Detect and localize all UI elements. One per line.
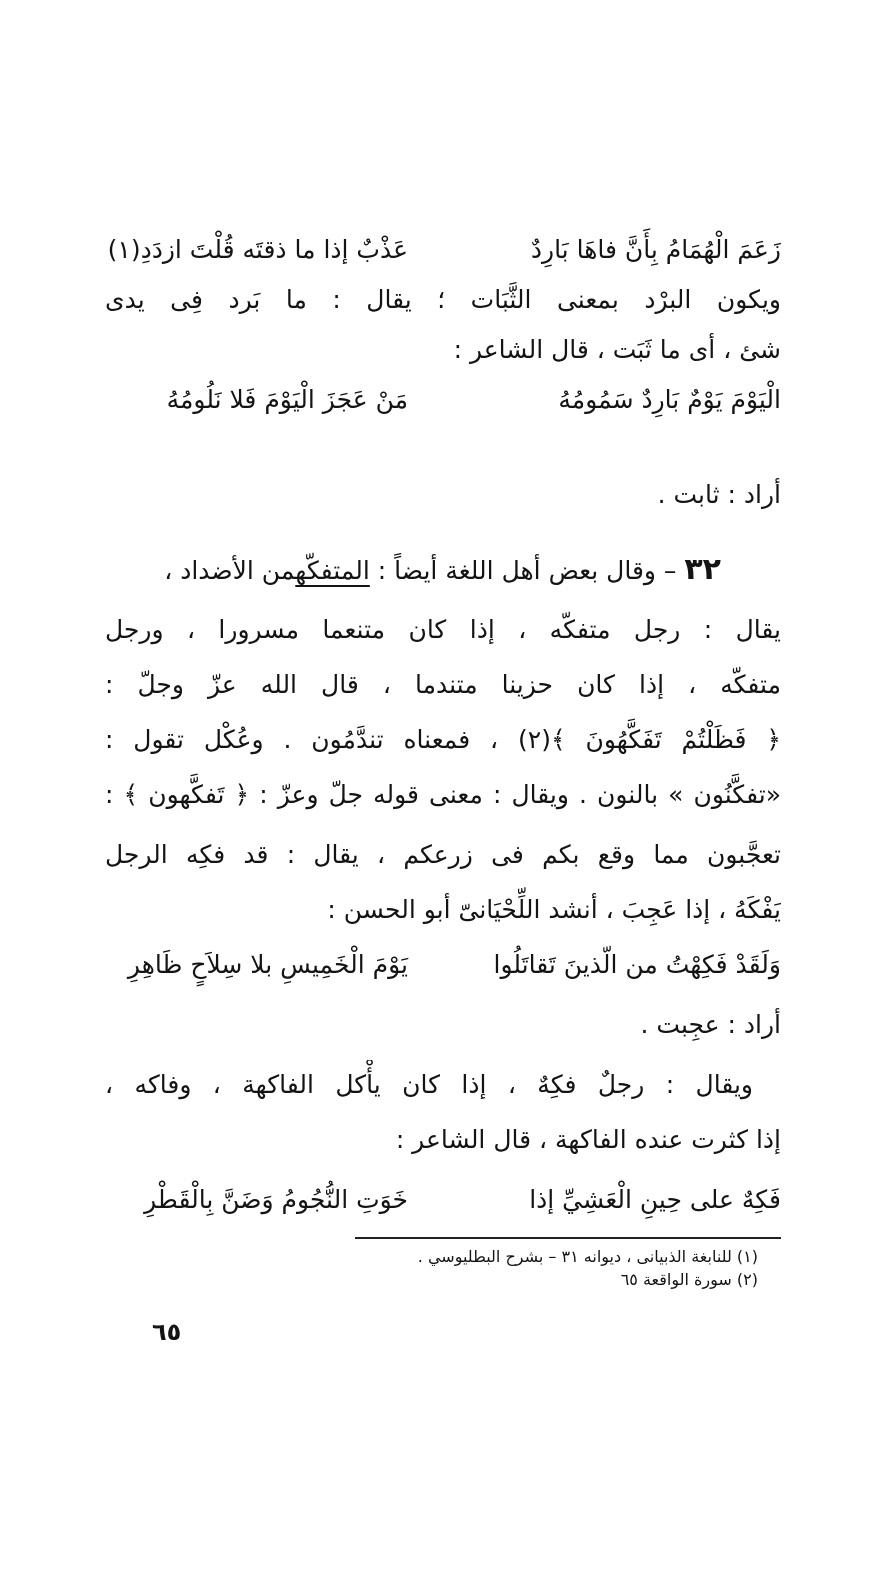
- verse-2-first-hemistich: الْيَوْمَ يَوْمٌ بَارِدٌ سَمُومُهُ: [558, 385, 781, 414]
- text-line: شئ ، أى ما ثَبَت ، قال الشاعر :: [453, 335, 781, 364]
- section-number: ٣٢: [684, 552, 721, 587]
- text-line: ﴿ فَظَلْتُمْ تَفَكَّهُونَ ﴾(٢) ، فمعناه تندَّمُون . وعُكْل تقول :: [105, 725, 781, 754]
- section-rest: من الأضداد ،: [164, 556, 296, 585]
- text-line: ويقال : رجلٌ فكِهٌ ، إذا كان يأْكل الفاكهة ، وفاكه ،: [105, 1070, 753, 1099]
- text-line: إذا كثرت عنده الفاكهة ، قال الشاعر :: [395, 1125, 781, 1154]
- footnote-divider: [355, 1237, 781, 1239]
- text-line: متفكّه ، إذا كان حزينا متندما ، قال الله عزّ وجلّ :: [105, 670, 781, 699]
- page-number: ٦٥: [152, 1318, 182, 1346]
- verse-2-second-hemistich: مَنْ عَجَزَ الْيَوْمَ فَلا نَلُومُهُ: [166, 385, 408, 414]
- verse-4-second-hemistich: خَوَتِ النُّجُومُ وَضَنَّ بِالْقَطْرِ: [144, 1185, 408, 1214]
- text-line: أراد : عجِبت .: [640, 1010, 781, 1039]
- text-line: ويكون البرْد بمعنى الثَّبَات ؛ يقال : ما بَرد فِى يدى: [105, 285, 781, 314]
- text-line: أراد : ثابت .: [657, 480, 781, 509]
- verse-3-second-hemistich: يَوْمَ الْخَمِيسِ بلا سِلاَحٍ ظَاهِرِ: [127, 950, 408, 979]
- text-line: يَفْكَهُ ، إذا عَجِبَ ، أنشد اللِّحْيَانىّ أبو الحسن :: [327, 895, 781, 924]
- text-line: تعجَّبون مما وقع بكم فى زرعكم ، يقال : قد فكِه الرجل: [105, 840, 781, 869]
- footnote-2: (٢) سورة الواقعة ٦٥: [620, 1270, 758, 1289]
- text-line: «تفكَّنُون » بالنون . ويقال : معنى قوله جلّ وعزّ : ﴿ تَفكَّهون ﴾ :: [105, 780, 781, 809]
- verse-1-first-hemistich: زَعَمَ الْهُمَامُ بِأَنَّ فاهَا بَارِدٌ: [530, 235, 781, 264]
- footnote-1: (١) للنابغة الذبيانى ، ديوانه ٣١ – بشرح البطليوسي .: [417, 1247, 758, 1266]
- section-heading-line: [105, 545, 781, 595]
- verse-1-second-hemistich: عَذْبٌ إذا ما ذقتَه قُلْتَ ازدَدِ(١): [107, 235, 408, 264]
- section-term: المتفكّه: [295, 556, 370, 585]
- verse-4-first-hemistich: فَكِهٌ على حِينِ الْعَشِيِّ إذا: [529, 1185, 781, 1214]
- text-line: يقال : رجل متفكّه ، إذا كان متنعما مسرورا ، ورجل: [105, 615, 781, 644]
- section-intro: – وقال بعض أهل اللغة أيضاً :: [377, 556, 677, 585]
- verse-3-first-hemistich: وَلَقَدْ فَكِهْتُ من الّذينَ تَقاتَلُوا: [493, 950, 781, 979]
